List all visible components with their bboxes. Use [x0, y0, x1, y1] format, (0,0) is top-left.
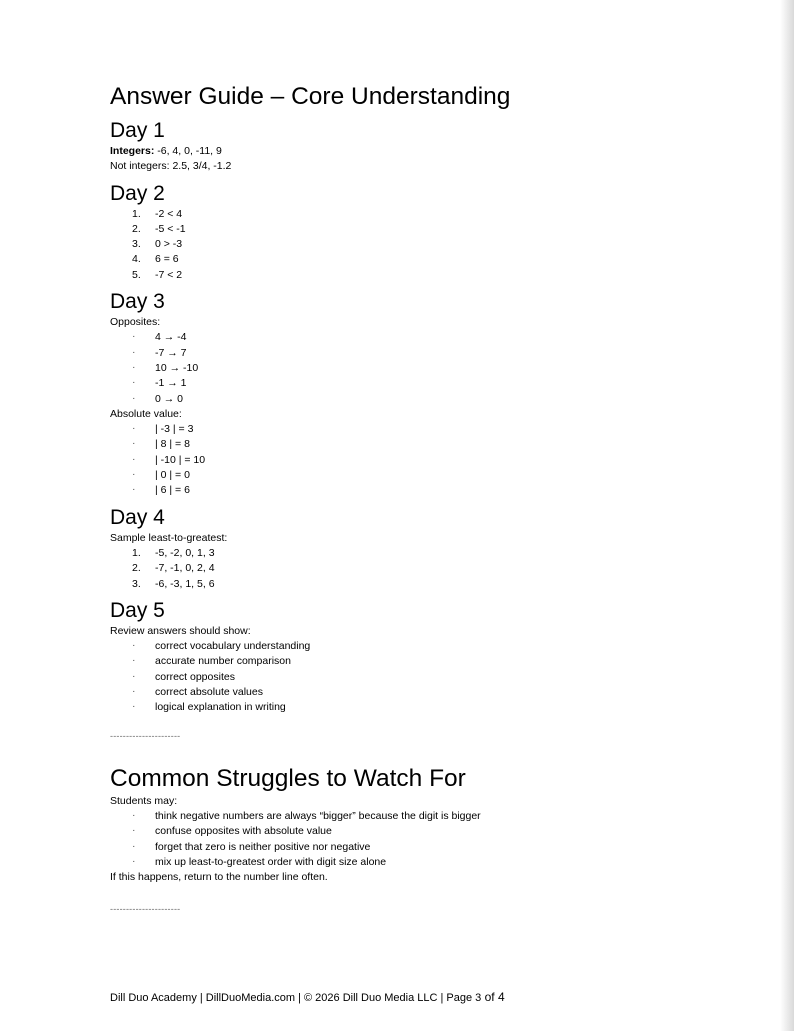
day5-list: [110, 639, 750, 715]
list-item: [110, 809, 750, 824]
day4-intro: Sample least-to-greatest:: [110, 531, 228, 544]
day5-intro: Review answers should show:: [110, 624, 251, 637]
item-text: -1 → 1: [155, 377, 187, 390]
day2-heading: Day 2: [110, 181, 165, 205]
bullet-icon: ·: [132, 808, 136, 821]
bullet-icon: ·: [132, 483, 136, 496]
page-edge-shadow: [780, 0, 794, 1031]
day4-heading: Day 4: [110, 505, 165, 529]
item-number: 4.: [132, 253, 141, 266]
item-text: 0 > -3: [155, 238, 183, 251]
list-item: [110, 546, 750, 561]
footer-text: Dill Duo Academy | DillDuoMedia.com | © 2026 Dill Duo Media LLC | Page 3: [110, 992, 482, 1004]
bullet-icon: ·: [132, 468, 136, 481]
list-item: [110, 670, 750, 685]
bullet-icon: ·: [132, 639, 136, 652]
item-text: | -10 | = 10: [155, 453, 206, 466]
item-text: -2 < 4: [155, 207, 183, 220]
item-number: 2.: [132, 562, 141, 575]
integers-value: -6, 4, 0, -11, 9: [154, 145, 222, 157]
page-footer: [110, 990, 505, 1004]
list-item: [110, 346, 750, 361]
list-item: [110, 483, 750, 498]
struggles-list: [110, 809, 750, 870]
not-integers-line: Not integers: 2.5, 3/4, -1.2: [110, 160, 232, 173]
absolute-value-list: [110, 422, 750, 498]
item-text: 6 = 6: [155, 253, 179, 266]
item-text: -7 < 2: [155, 268, 183, 281]
item-text: -6, -3, 1, 5, 6: [155, 577, 215, 590]
item-text: -5, -2, 0, 1, 3: [155, 546, 215, 559]
list-item: [110, 392, 750, 407]
bullet-icon: ·: [132, 391, 136, 404]
item-text: | 8 | = 8: [155, 438, 190, 451]
footer-page-total: of 4: [481, 990, 505, 1004]
bullet-icon: ·: [132, 824, 136, 837]
document-page: [110, 82, 750, 915]
list-item: [110, 222, 750, 237]
day3-heading: Day 3: [110, 290, 165, 314]
item-text: think negative numbers are always “bigger” because the digit is bigger: [155, 809, 481, 822]
list-item: [110, 207, 750, 222]
bullet-icon: ·: [132, 360, 136, 373]
absolute-value-label: Absolute value:: [110, 407, 182, 420]
list-item: [110, 654, 750, 669]
section-divider: ----------------------: [110, 904, 181, 915]
page-title: Answer Guide – Core Understanding: [110, 83, 511, 110]
bullet-icon: ·: [132, 669, 136, 682]
item-text: 10 → -10: [155, 361, 199, 374]
bullet-icon: ·: [132, 376, 136, 389]
opposites-label: Opposites:: [110, 316, 161, 329]
day5-heading: Day 5: [110, 598, 165, 622]
item-text: 4 → -4: [155, 331, 187, 344]
struggles-heading: Common Struggles to Watch For: [110, 764, 466, 792]
list-item: [110, 855, 750, 870]
bullet-icon: ·: [132, 422, 136, 435]
bullet-icon: ·: [132, 345, 136, 358]
bullet-icon: ·: [132, 854, 136, 867]
item-text: correct absolute values: [155, 686, 263, 699]
list-item: [110, 422, 750, 437]
list-item: [110, 330, 750, 345]
bullet-icon: ·: [132, 700, 136, 713]
list-item: [110, 840, 750, 855]
item-number: 3.: [132, 238, 141, 251]
item-text: 0 → 0: [155, 392, 184, 405]
item-text: correct opposites: [155, 670, 235, 683]
bullet-icon: ·: [132, 330, 136, 343]
list-item: [110, 361, 750, 376]
item-number: 2.: [132, 222, 141, 235]
opposites-list: [110, 330, 750, 406]
item-text: mix up least-to-greatest order with digit size alone: [155, 855, 387, 868]
day4-list: [110, 546, 750, 592]
bullet-icon: ·: [132, 452, 136, 465]
list-item: [110, 685, 750, 700]
integers-label: Integers:: [110, 145, 155, 157]
integers-line: [110, 144, 750, 159]
list-item: [110, 700, 750, 715]
item-number: 1.: [132, 207, 141, 220]
list-item: [110, 252, 750, 267]
list-item: [110, 268, 750, 283]
list-item: [110, 561, 750, 576]
item-text: logical explanation in writing: [155, 701, 286, 714]
item-text: correct vocabulary understanding: [155, 640, 311, 653]
item-number: 5.: [132, 268, 141, 281]
struggles-closing: If this happens, return to the number line often.: [110, 871, 328, 884]
bullet-icon: ·: [132, 685, 136, 698]
bullet-icon: ·: [132, 654, 136, 667]
item-number: 1.: [132, 546, 141, 559]
list-item: [110, 639, 750, 654]
item-text: accurate number comparison: [155, 655, 291, 668]
list-item: [110, 453, 750, 468]
list-item: [110, 237, 750, 252]
section-divider: ----------------------: [110, 730, 181, 741]
item-text: -5 < -1: [155, 222, 186, 235]
item-number: 3.: [132, 577, 141, 590]
day2-list: [110, 207, 750, 283]
day1-heading: Day 1: [110, 119, 165, 142]
item-text: -7 → 7: [155, 346, 187, 359]
list-item: [110, 468, 750, 483]
list-item: [110, 376, 750, 391]
list-item: [110, 437, 750, 452]
struggles-intro: Students may:: [110, 794, 178, 807]
item-text: | 0 | = 0: [155, 469, 190, 482]
item-text: | 6 | = 6: [155, 484, 190, 497]
item-text: | -3 | = 3: [155, 423, 194, 436]
list-item: [110, 577, 750, 592]
item-text: forget that zero is neither positive nor negative: [155, 840, 371, 853]
bullet-icon: ·: [132, 839, 136, 852]
bullet-icon: ·: [132, 437, 136, 450]
item-text: -7, -1, 0, 2, 4: [155, 562, 215, 575]
list-item: [110, 824, 750, 839]
item-text: confuse opposites with absolute value: [155, 825, 332, 838]
